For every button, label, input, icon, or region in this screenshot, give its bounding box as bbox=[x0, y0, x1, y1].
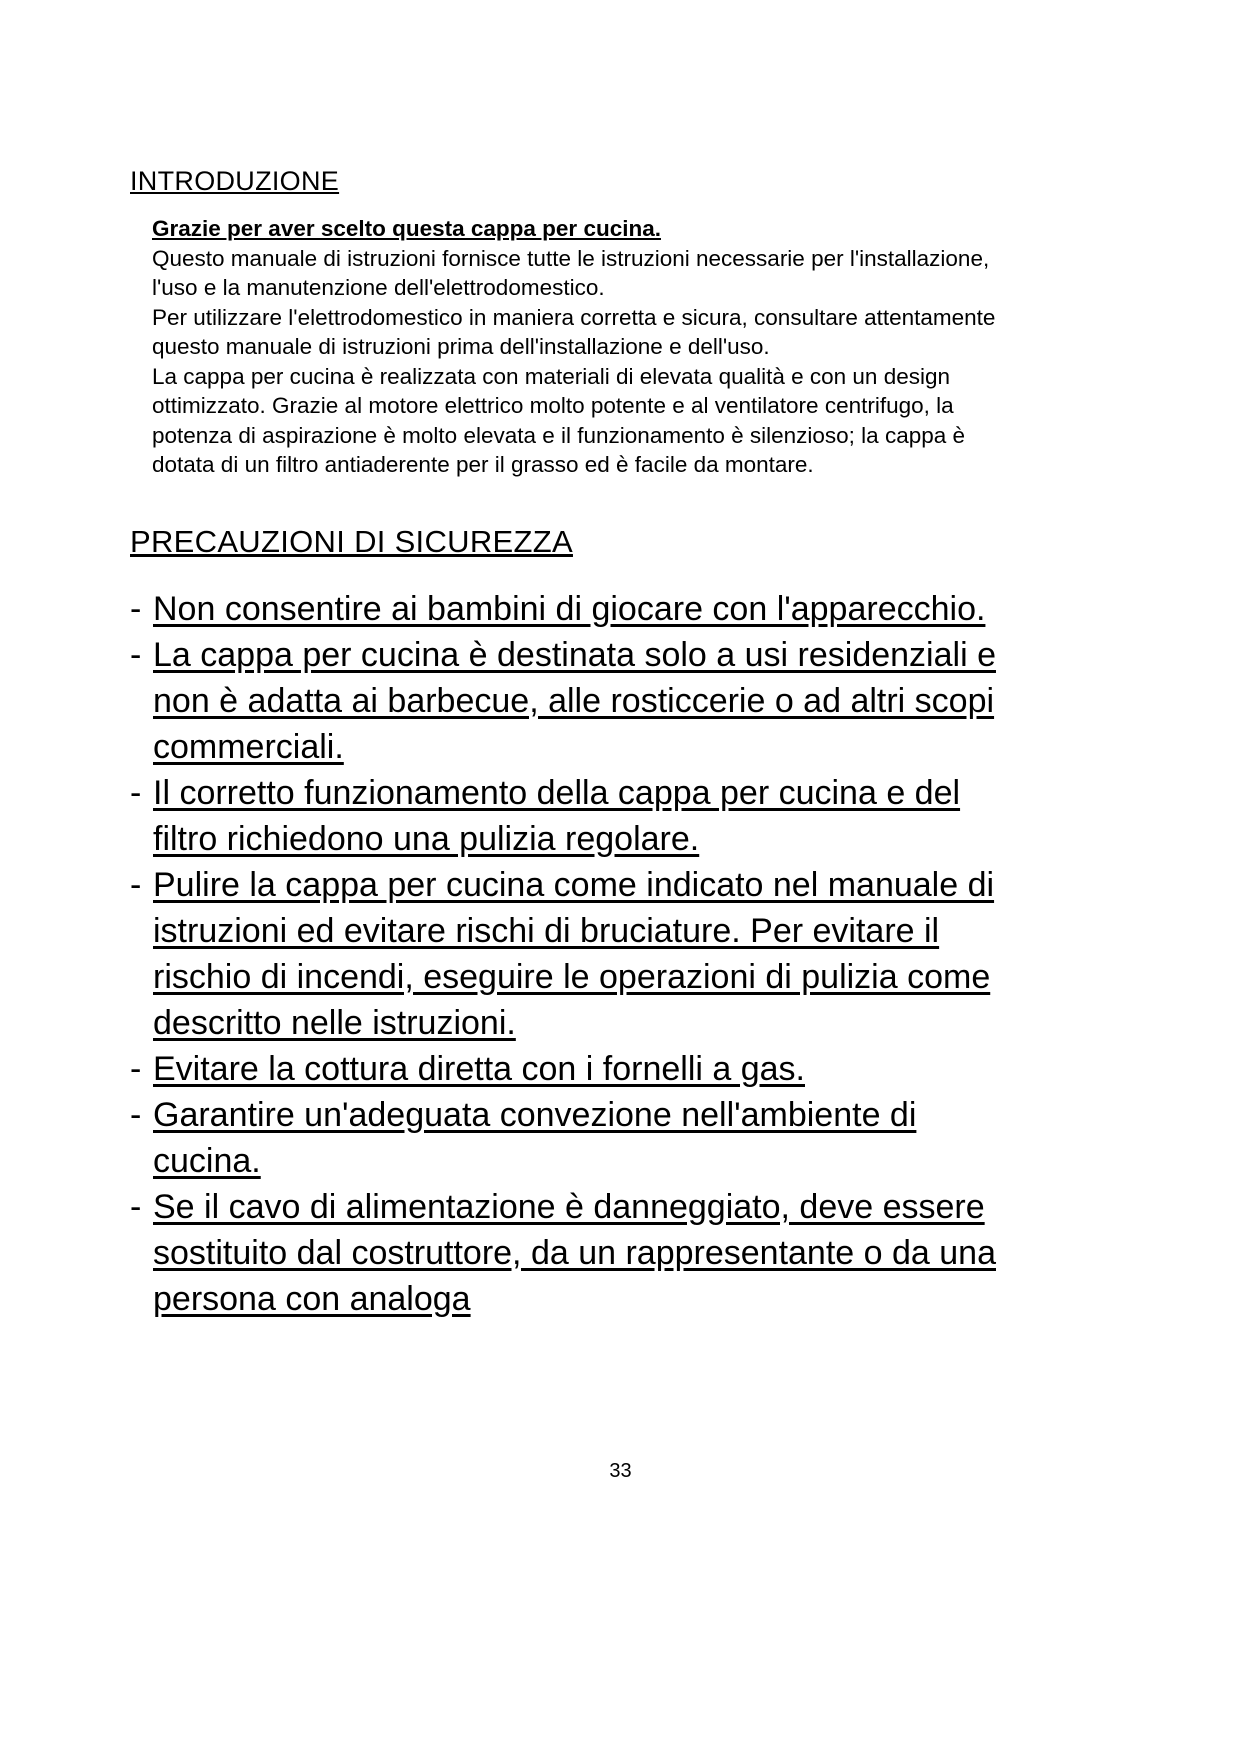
introduction-paragraphs bbox=[152, 244, 1000, 480]
precaution-item bbox=[130, 1046, 1015, 1092]
introduction-paragraph: Per utilizzare l'elettrodomestico in maniera corretta e sicura, consultare attentamente questo manuale di istruzioni prima dell'installazione e dell'uso. bbox=[152, 304, 996, 359]
list-dash-marker: - bbox=[130, 773, 142, 812]
list-dash-marker: - bbox=[130, 1095, 142, 1134]
list-dash-marker: - bbox=[130, 635, 142, 674]
introduction-paragraph: La cappa per cucina è realizzata con materiali di elevata qualità e con un design ottimizzato. Grazie al motore elettrico molto potente e al ventilatore centrifugo, la potenza di aspirazione è molto elevata e il funzionamento è silenzioso; la cappa è dotata di un filtro antiaderente per il grasso ed è facile da montare. bbox=[152, 363, 966, 477]
precaution-text: Non consentire ai bambini di giocare con l'apparecchio. bbox=[153, 589, 986, 628]
precaution-item bbox=[130, 1092, 1015, 1184]
list-dash-marker: - bbox=[130, 865, 142, 904]
precaution-text: La cappa per cucina è destinata solo a usi residenziali e non è adatta ai barbecue, alle rosticcerie o ad altri scopi commerciali. bbox=[153, 635, 996, 766]
page-content bbox=[130, 166, 1015, 1322]
introduction-lead: Grazie per aver scelto questa cappa per cucina. bbox=[152, 216, 661, 241]
precautions-heading: PRECAUZIONI DI SICUREZZA bbox=[130, 523, 573, 559]
precaution-item bbox=[130, 632, 1015, 770]
precaution-text: Pulire la cappa per cucina come indicato nel manuale di istruzioni ed evitare rischi di bruciature. Per evitare il rischio di incendi, eseguire le operazioni di pulizia come descritto nelle istruzioni. bbox=[153, 865, 995, 1042]
precaution-text: Evitare la cottura diretta con i fornelli a gas. bbox=[153, 1049, 805, 1088]
precaution-item bbox=[130, 586, 1015, 632]
precaution-item bbox=[130, 770, 1015, 862]
precaution-text: Garantire un'adeguata convezione nell'ambiente di cucina. bbox=[153, 1095, 917, 1180]
precaution-text: Se il cavo di alimentazione è danneggiato, deve essere sostituito dal costruttore, da un rappresentante o da una persona con analoga bbox=[153, 1187, 996, 1318]
list-dash-marker: - bbox=[130, 1187, 142, 1226]
precaution-item bbox=[130, 862, 1015, 1046]
list-dash-marker: - bbox=[130, 589, 142, 628]
precautions-list bbox=[130, 586, 1015, 1322]
introduction-paragraph: Questo manuale di istruzioni fornisce tutte le istruzioni necessarie per l'installazione, l'uso e la manutenzione dell'elettrodomestico. bbox=[152, 245, 990, 300]
precaution-text: Il corretto funzionamento della cappa per cucina e del filtro richiedono una pulizia regolare. bbox=[153, 773, 961, 858]
introduction-body bbox=[152, 214, 1000, 480]
introduction-heading: INTRODUZIONE bbox=[130, 166, 340, 196]
list-dash-marker: - bbox=[130, 1049, 142, 1088]
page-number: 33 bbox=[609, 1460, 632, 1482]
precaution-item bbox=[130, 1184, 1015, 1322]
